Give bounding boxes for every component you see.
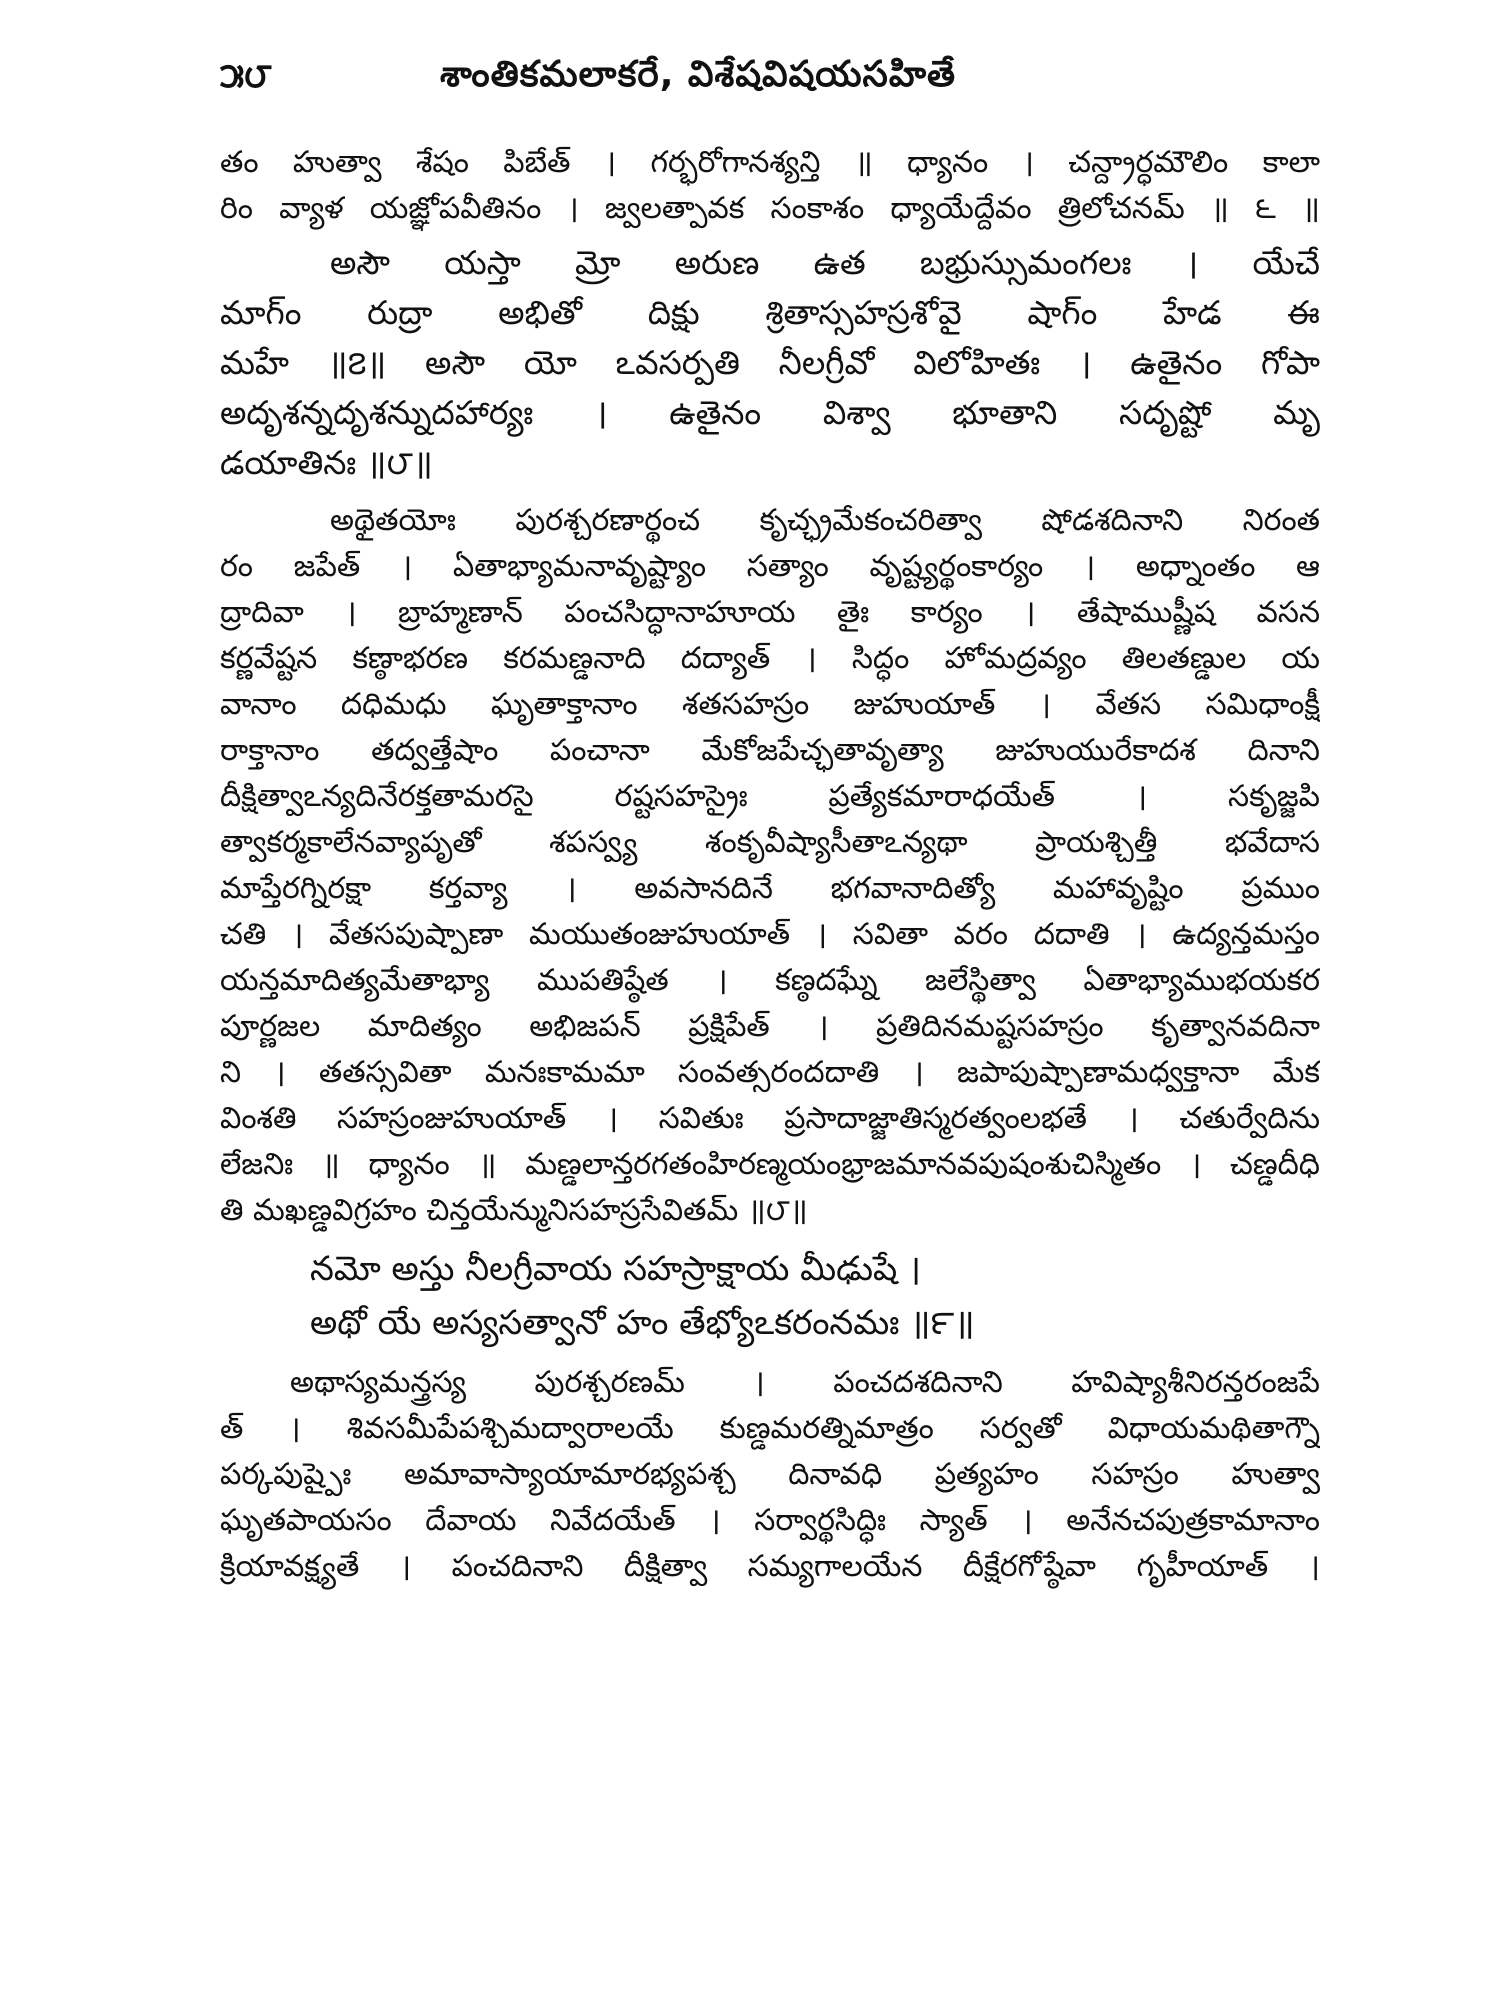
text-line: రం జపేత్ । ఏతాభ్యామనావృష్ట్యాం సత్యాం వృష్ట్యర్థంకార్యం । అధ్నాంతం ఆ bbox=[220, 549, 1320, 584]
text-line: ద్రాదివా । బ్రాహ్మణాన్ పంచసిద్ధానాహూయ తైః కార్యం । తేషాముష్ణీష వసన bbox=[220, 595, 1320, 630]
text-line: కర్ణవేష్టన కణ్ఠాభరణ కరమణ్డనాది దద్యాత్ । సిద్ధం హోమద్రవ్యం తిలతణ్డుల య bbox=[220, 641, 1320, 676]
text-line: రిం వ్యాళ యజ్ఞోపవీతినం । జ్వలత్పావక సంకాశం ధ్యాయేద్దేవం త్రిలోచనమ్ ॥ ౬ ॥ bbox=[220, 191, 1320, 226]
verse-block bbox=[220, 1242, 1320, 1350]
text-line: వానాం దధిమధు ఘృతాక్తానాం శతసహస్రం జుహుయాత్ । వేతస సమిధాంక్షీ bbox=[220, 687, 1320, 722]
text-line: మహే ॥౭॥ అసౌ యో ఽవసర్పతి నీలగ్రీవో విలోహితః । ఉతైనం గోపా bbox=[220, 343, 1320, 382]
text-line: త్వాకర్మకాలేనవ్యాపృతో శపస్వ్య శంకృవీష్యాసీతాఽన్యథా ప్రాయశ్చిత్తీ భవేదాస bbox=[220, 825, 1320, 860]
commentary-block bbox=[220, 498, 1320, 1234]
text-line: మాప్తేరగ్నిరక్షా కర్తవ్యా । అవసానదినే భగవానాదిత్యో మహావృష్టిం ప్రముం bbox=[220, 871, 1320, 906]
text-line: మాగ్ం రుద్రా అభితో దిక్షు శ్రితాస్సహస్రశోవై షాగ్ం హేడ ఈ bbox=[220, 293, 1320, 332]
mantra-block bbox=[220, 238, 1320, 488]
verse-line: నమో అస్తు నీలగ్రీవాయ సహస్రాక్షాయ మీఢుషే । bbox=[310, 1249, 921, 1289]
final-block bbox=[220, 1360, 1320, 1590]
text-line: అసౌ యస్తా మ్రో అరుణ ఉత బభ్రుస్సుమంగలః । యేచే bbox=[330, 243, 1320, 282]
intro-paragraph bbox=[220, 140, 1320, 232]
text-line: దీక్షిత్వాఽన్యదినేరక్తతామరసై రష్టసహస్రైః ప్రత్యేకమారాధయేత్ । సకృజ్జపి bbox=[220, 779, 1320, 814]
body-text bbox=[220, 140, 1320, 1590]
text-line: పర్కపుష్పైః అమావాస్యాయామారభ్యపశ్చ దినావధి ప్రత్యహం సహస్రం హుత్వా bbox=[220, 1457, 1320, 1492]
text-line: యన్తమాదిత్యమేతాభ్యా ముపతిష్ఠేత । కణ్ఠదఘ్నే జలేస్థిత్వా ఏతాభ్యాముభయకర bbox=[220, 963, 1320, 998]
text-line: తం హుత్వా శేషం పిబేత్ । గర్భరోగానశ్యన్తి ॥ ధ్యానం । చన్ద్రార్ధమౌలిం కాలా bbox=[220, 145, 1320, 180]
text-line: పూర్ణజల మాదిత్యం అభిజపన్ ప్రక్షిపేత్ । ప్రతిదినమష్టసహస్రం కృత్వానవదినా bbox=[220, 1009, 1320, 1044]
text-line: రాక్తానాం తద్వత్తేషాం పంచానా మేకోజపేచ్ఛతావృత్యా జుహుయురేకాదశ దినాని bbox=[220, 733, 1320, 768]
text-line: అదృశన్నదృశన్నుదహార్యః । ఉతైనం విశ్వా భూతాని సదృష్టో మృ bbox=[220, 393, 1320, 432]
text-line: అథాస్యమన్త్రస్య పురశ్చరణమ్ । పంచదశదినాని హవిష్యాశీనిరన్తరంజపే bbox=[290, 1365, 1320, 1400]
text-line: వింశతి సహస్రంజుహుయాత్ । సవితుః ప్రసాదాజ్జాతిస్మరత్వంలభతే । చతుర్వేదిను bbox=[220, 1101, 1320, 1136]
text-line: త్ । శివసమీపేపశ్చిమద్వారాలయే కుణ్డమరత్నిమాత్రం సర్వతో విధాయమథితాగ్నౌ bbox=[220, 1411, 1320, 1446]
text-line: ని । తతస్సవితా మనఃకామమా సంవత్సరందదాతి । జపాపుష్పాణామధ్వక్తానా మేక bbox=[220, 1055, 1320, 1090]
text-line: ఘృతపాయసం దేవాయ నివేదయేత్ । సర్వార్థసిద్ధిః స్యాత్ । అనేనచపుత్రకామానాం bbox=[220, 1503, 1320, 1538]
text-line: అథైతయోః పురశ్చరణార్థంచ కృచ్ఛ్రమేకంచరిత్వా షోడశదినాని నిరంత bbox=[330, 503, 1320, 538]
text-line: క్రియావక్ష్యతే । పంచదినాని దీక్షిత్వా సమ్యగాలయేన దీక్షేరగోష్ఠేవా గృహీయాత్ । bbox=[220, 1549, 1320, 1584]
page-number: ౫౮ bbox=[220, 56, 272, 96]
verse-line: అథో యే అస్యసత్వానో హం తేభ్యోఽకరంనమః ॥౯॥ bbox=[310, 1303, 975, 1343]
text-line: లేజనిః ॥ ధ్యానం ॥ మణ్డలాన్తరగతంహిరణ్మయంభ్రాజమానవపుషంశుచిస్మితం । చణ్డదీధి bbox=[220, 1147, 1320, 1182]
text-line: చతి । వేతసపుష్పాణా మయుతంజుహుయాత్ । సవితా వరం దదాతి । ఉద్యన్తమస్తం bbox=[220, 917, 1320, 952]
text-line: తి మఖణ్డవిగ్రహం చిన్తయేన్మునిసహస్రసేవితమ్ ॥౮॥ bbox=[220, 1193, 808, 1228]
text-line: డయాతినః ॥౮॥ bbox=[220, 443, 433, 482]
page-header bbox=[220, 50, 1320, 110]
running-title: శాంతికమలాకరే, విశేషవిషయసహితే bbox=[440, 54, 957, 95]
